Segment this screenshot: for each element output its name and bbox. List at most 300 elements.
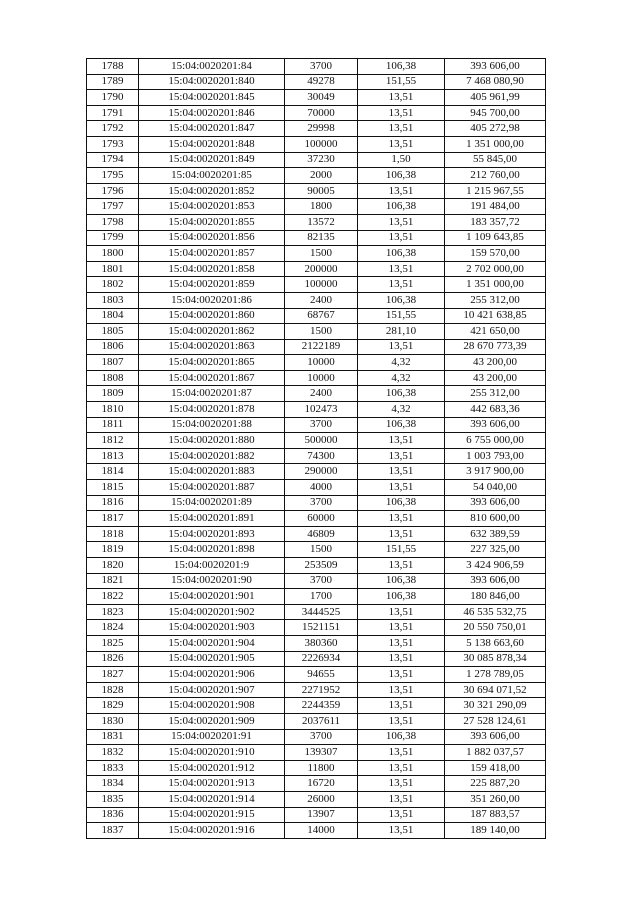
row-number-cell: 1837 — [87, 823, 139, 839]
value-cell: 1 351 000,00 — [445, 136, 546, 152]
row-number-cell: 1791 — [87, 105, 139, 121]
rate-cell: 13,51 — [358, 604, 445, 620]
rate-cell: 13,51 — [358, 105, 445, 121]
rate-cell: 106,38 — [358, 729, 445, 745]
cadastral-number-cell: 15:04:0020201:914 — [139, 791, 285, 807]
area-cell: 253509 — [285, 558, 358, 574]
cadastral-number-cell: 15:04:0020201:859 — [139, 277, 285, 293]
row-number-cell: 1797 — [87, 199, 139, 215]
table-row — [87, 448, 546, 464]
table-row — [87, 261, 546, 277]
table-row — [87, 417, 546, 433]
row-number-cell: 1824 — [87, 620, 139, 636]
value-cell: 1 215 967,55 — [445, 183, 546, 199]
table-row — [87, 651, 546, 667]
area-cell: 3700 — [285, 417, 358, 433]
table-row — [87, 807, 546, 823]
value-cell: 6 755 000,00 — [445, 433, 546, 449]
value-cell: 393 606,00 — [445, 729, 546, 745]
cadastral-number-cell: 15:04:0020201:893 — [139, 526, 285, 542]
rate-cell: 13,51 — [358, 214, 445, 230]
table-row — [87, 635, 546, 651]
rate-cell: 13,51 — [358, 277, 445, 293]
rate-cell: 13,51 — [358, 667, 445, 683]
row-number-cell: 1819 — [87, 542, 139, 558]
rate-cell: 13,51 — [358, 433, 445, 449]
row-number-cell: 1821 — [87, 573, 139, 589]
area-cell: 2400 — [285, 386, 358, 402]
rate-cell: 151,55 — [358, 74, 445, 90]
cadastral-number-cell: 15:04:0020201:902 — [139, 604, 285, 620]
rate-cell: 13,51 — [358, 682, 445, 698]
rate-cell: 13,51 — [358, 511, 445, 527]
area-cell: 1521151 — [285, 620, 358, 636]
table-row — [87, 199, 546, 215]
row-number-cell: 1818 — [87, 526, 139, 542]
table-row — [87, 558, 546, 574]
row-number-cell: 1796 — [87, 183, 139, 199]
cadastral-number-cell: 15:04:0020201:86 — [139, 292, 285, 308]
value-cell: 159 418,00 — [445, 760, 546, 776]
row-number-cell: 1828 — [87, 682, 139, 698]
value-cell: 393 606,00 — [445, 573, 546, 589]
rate-cell: 13,51 — [358, 183, 445, 199]
row-number-cell: 1805 — [87, 324, 139, 340]
area-cell: 1500 — [285, 542, 358, 558]
area-cell: 102473 — [285, 402, 358, 418]
table-row — [87, 402, 546, 418]
table-row — [87, 495, 546, 511]
value-cell: 393 606,00 — [445, 495, 546, 511]
table-row — [87, 823, 546, 839]
table-row — [87, 168, 546, 184]
row-number-cell: 1832 — [87, 745, 139, 761]
table-row — [87, 729, 546, 745]
row-number-cell: 1835 — [87, 791, 139, 807]
cadastral-number-cell: 15:04:0020201:840 — [139, 74, 285, 90]
value-cell: 3 424 906,59 — [445, 558, 546, 574]
value-cell: 10 421 638,85 — [445, 308, 546, 324]
value-cell: 55 845,00 — [445, 152, 546, 168]
rate-cell: 13,51 — [358, 558, 445, 574]
cadastral-number-cell: 15:04:0020201:855 — [139, 214, 285, 230]
rate-cell: 151,55 — [358, 308, 445, 324]
area-cell: 11800 — [285, 760, 358, 776]
row-number-cell: 1826 — [87, 651, 139, 667]
row-number-cell: 1801 — [87, 261, 139, 277]
value-cell: 180 846,00 — [445, 589, 546, 605]
row-number-cell: 1816 — [87, 495, 139, 511]
area-cell: 13572 — [285, 214, 358, 230]
table-row — [87, 589, 546, 605]
table-row — [87, 308, 546, 324]
table-row — [87, 214, 546, 230]
cadastral-number-cell: 15:04:0020201:887 — [139, 480, 285, 496]
row-number-cell: 1814 — [87, 464, 139, 480]
area-cell: 139307 — [285, 745, 358, 761]
cadastral-number-cell: 15:04:0020201:891 — [139, 511, 285, 527]
cadastral-number-cell: 15:04:0020201:878 — [139, 402, 285, 418]
rate-cell: 13,51 — [358, 807, 445, 823]
cadastral-number-cell: 15:04:0020201:880 — [139, 433, 285, 449]
rate-cell: 106,38 — [358, 495, 445, 511]
cadastral-number-cell: 15:04:0020201:905 — [139, 651, 285, 667]
table-row — [87, 682, 546, 698]
row-number-cell: 1820 — [87, 558, 139, 574]
cadastral-value-table — [86, 58, 546, 839]
row-number-cell: 1823 — [87, 604, 139, 620]
value-cell: 27 528 124,61 — [445, 713, 546, 729]
row-number-cell: 1802 — [87, 277, 139, 293]
rate-cell: 13,51 — [358, 464, 445, 480]
table-row — [87, 573, 546, 589]
cadastral-number-cell: 15:04:0020201:856 — [139, 230, 285, 246]
value-cell: 393 606,00 — [445, 59, 546, 75]
rate-cell: 4,32 — [358, 402, 445, 418]
value-cell: 393 606,00 — [445, 417, 546, 433]
cadastral-number-cell: 15:04:0020201:84 — [139, 59, 285, 75]
cadastral-number-cell: 15:04:0020201:852 — [139, 183, 285, 199]
row-number-cell: 1834 — [87, 776, 139, 792]
row-number-cell: 1831 — [87, 729, 139, 745]
area-cell: 10000 — [285, 370, 358, 386]
value-cell: 191 484,00 — [445, 199, 546, 215]
row-number-cell: 1793 — [87, 136, 139, 152]
rate-cell: 106,38 — [358, 417, 445, 433]
rate-cell: 4,32 — [358, 370, 445, 386]
cadastral-number-cell: 15:04:0020201:853 — [139, 199, 285, 215]
row-number-cell: 1836 — [87, 807, 139, 823]
rate-cell: 13,51 — [358, 776, 445, 792]
rate-cell: 106,38 — [358, 573, 445, 589]
value-cell: 46 535 532,75 — [445, 604, 546, 620]
cadastral-number-cell: 15:04:0020201:913 — [139, 776, 285, 792]
table-row — [87, 355, 546, 371]
value-cell: 187 883,57 — [445, 807, 546, 823]
area-cell: 2000 — [285, 168, 358, 184]
table-row — [87, 74, 546, 90]
table-row — [87, 246, 546, 262]
rate-cell: 13,51 — [358, 526, 445, 542]
table-row — [87, 105, 546, 121]
rate-cell: 1,50 — [358, 152, 445, 168]
row-number-cell: 1829 — [87, 698, 139, 714]
cadastral-number-cell: 15:04:0020201:849 — [139, 152, 285, 168]
value-cell: 1 351 000,00 — [445, 277, 546, 293]
cadastral-number-cell: 15:04:0020201:865 — [139, 355, 285, 371]
cadastral-number-cell: 15:04:0020201:847 — [139, 121, 285, 137]
row-number-cell: 1815 — [87, 480, 139, 496]
cadastral-number-cell: 15:04:0020201:90 — [139, 573, 285, 589]
cadastral-number-cell: 15:04:0020201:912 — [139, 760, 285, 776]
cadastral-number-cell: 15:04:0020201:845 — [139, 90, 285, 106]
area-cell: 500000 — [285, 433, 358, 449]
table-row — [87, 760, 546, 776]
rate-cell: 106,38 — [358, 59, 445, 75]
rate-cell: 106,38 — [358, 199, 445, 215]
rate-cell: 13,51 — [358, 261, 445, 277]
table-row — [87, 698, 546, 714]
cadastral-number-cell: 15:04:0020201:91 — [139, 729, 285, 745]
rate-cell: 106,38 — [358, 589, 445, 605]
area-cell: 2271952 — [285, 682, 358, 698]
value-cell: 20 550 750,01 — [445, 620, 546, 636]
cadastral-number-cell: 15:04:0020201:9 — [139, 558, 285, 574]
table-row — [87, 542, 546, 558]
value-cell: 159 570,00 — [445, 246, 546, 262]
table-row — [87, 776, 546, 792]
cadastral-number-cell: 15:04:0020201:903 — [139, 620, 285, 636]
rate-cell: 13,51 — [358, 448, 445, 464]
cadastral-number-cell: 15:04:0020201:904 — [139, 635, 285, 651]
rate-cell: 106,38 — [358, 386, 445, 402]
value-cell: 1 003 793,00 — [445, 448, 546, 464]
area-cell: 2400 — [285, 292, 358, 308]
row-number-cell: 1803 — [87, 292, 139, 308]
table-row — [87, 464, 546, 480]
area-cell: 290000 — [285, 464, 358, 480]
row-number-cell: 1808 — [87, 370, 139, 386]
rate-cell: 13,51 — [358, 791, 445, 807]
value-cell: 5 138 663,60 — [445, 635, 546, 651]
value-cell: 43 200,00 — [445, 355, 546, 371]
row-number-cell: 1804 — [87, 308, 139, 324]
table-row — [87, 480, 546, 496]
value-cell: 212 760,00 — [445, 168, 546, 184]
value-cell: 30 321 290,09 — [445, 698, 546, 714]
cadastral-number-cell: 15:04:0020201:915 — [139, 807, 285, 823]
rate-cell: 13,51 — [358, 136, 445, 152]
area-cell: 70000 — [285, 105, 358, 121]
table-row — [87, 121, 546, 137]
area-cell: 46809 — [285, 526, 358, 542]
area-cell: 14000 — [285, 823, 358, 839]
value-cell: 43 200,00 — [445, 370, 546, 386]
area-cell: 380360 — [285, 635, 358, 651]
rate-cell: 106,38 — [358, 292, 445, 308]
cadastral-number-cell: 15:04:0020201:901 — [139, 589, 285, 605]
cadastral-number-cell: 15:04:0020201:883 — [139, 464, 285, 480]
cadastral-number-cell: 15:04:0020201:882 — [139, 448, 285, 464]
cadastral-number-cell: 15:04:0020201:89 — [139, 495, 285, 511]
row-number-cell: 1795 — [87, 168, 139, 184]
area-cell: 37230 — [285, 152, 358, 168]
area-cell: 13907 — [285, 807, 358, 823]
cadastral-number-cell: 15:04:0020201:858 — [139, 261, 285, 277]
value-cell: 351 260,00 — [445, 791, 546, 807]
cadastral-number-cell: 15:04:0020201:846 — [139, 105, 285, 121]
cadastral-number-cell: 15:04:0020201:85 — [139, 168, 285, 184]
cadastral-number-cell: 15:04:0020201:87 — [139, 386, 285, 402]
rate-cell: 4,32 — [358, 355, 445, 371]
value-cell: 421 650,00 — [445, 324, 546, 340]
table-row — [87, 667, 546, 683]
cadastral-number-cell: 15:04:0020201:863 — [139, 339, 285, 355]
row-number-cell: 1813 — [87, 448, 139, 464]
cadastral-number-cell: 15:04:0020201:909 — [139, 713, 285, 729]
row-number-cell: 1789 — [87, 74, 139, 90]
rate-cell: 13,51 — [358, 698, 445, 714]
rate-cell: 281,10 — [358, 324, 445, 340]
row-number-cell: 1810 — [87, 402, 139, 418]
area-cell: 3700 — [285, 495, 358, 511]
area-cell: 1700 — [285, 589, 358, 605]
rate-cell: 13,51 — [358, 760, 445, 776]
area-cell: 94655 — [285, 667, 358, 683]
value-cell: 632 389,59 — [445, 526, 546, 542]
area-cell: 29998 — [285, 121, 358, 137]
value-cell: 2 702 000,00 — [445, 261, 546, 277]
cadastral-number-cell: 15:04:0020201:857 — [139, 246, 285, 262]
table-row — [87, 136, 546, 152]
value-cell: 183 357,72 — [445, 214, 546, 230]
rate-cell: 106,38 — [358, 168, 445, 184]
area-cell: 2122189 — [285, 339, 358, 355]
table-row — [87, 620, 546, 636]
cadastral-number-cell: 15:04:0020201:916 — [139, 823, 285, 839]
area-cell: 1500 — [285, 246, 358, 262]
area-cell: 4000 — [285, 480, 358, 496]
value-cell: 189 140,00 — [445, 823, 546, 839]
table-row — [87, 230, 546, 246]
table-row — [87, 90, 546, 106]
area-cell: 10000 — [285, 355, 358, 371]
table-row — [87, 59, 546, 75]
value-cell: 255 312,00 — [445, 386, 546, 402]
area-cell: 30049 — [285, 90, 358, 106]
cadastral-number-cell: 15:04:0020201:848 — [139, 136, 285, 152]
row-number-cell: 1817 — [87, 511, 139, 527]
cadastral-number-cell: 15:04:0020201:910 — [139, 745, 285, 761]
area-cell: 3444525 — [285, 604, 358, 620]
value-cell: 28 670 773,39 — [445, 339, 546, 355]
cadastral-number-cell: 15:04:0020201:908 — [139, 698, 285, 714]
area-cell: 1500 — [285, 324, 358, 340]
table-row — [87, 745, 546, 761]
rate-cell: 13,51 — [358, 823, 445, 839]
value-cell: 945 700,00 — [445, 105, 546, 121]
cadastral-number-cell: 15:04:0020201:862 — [139, 324, 285, 340]
area-cell: 3700 — [285, 573, 358, 589]
table-row — [87, 433, 546, 449]
row-number-cell: 1812 — [87, 433, 139, 449]
table-row — [87, 152, 546, 168]
rate-cell: 13,51 — [358, 651, 445, 667]
area-cell: 1800 — [285, 199, 358, 215]
area-cell: 200000 — [285, 261, 358, 277]
value-cell: 255 312,00 — [445, 292, 546, 308]
area-cell: 100000 — [285, 277, 358, 293]
table-row — [87, 791, 546, 807]
table-row — [87, 370, 546, 386]
value-cell: 810 600,00 — [445, 511, 546, 527]
area-cell: 90005 — [285, 183, 358, 199]
rate-cell: 13,51 — [358, 90, 445, 106]
cadastral-number-cell: 15:04:0020201:860 — [139, 308, 285, 324]
rate-cell: 13,51 — [358, 620, 445, 636]
value-cell: 225 887,20 — [445, 776, 546, 792]
row-number-cell: 1792 — [87, 121, 139, 137]
row-number-cell: 1798 — [87, 214, 139, 230]
table-row — [87, 604, 546, 620]
row-number-cell: 1809 — [87, 386, 139, 402]
row-number-cell: 1833 — [87, 760, 139, 776]
table-row — [87, 339, 546, 355]
cadastral-number-cell: 15:04:0020201:867 — [139, 370, 285, 386]
rate-cell: 106,38 — [358, 246, 445, 262]
row-number-cell: 1799 — [87, 230, 139, 246]
cadastral-number-cell: 15:04:0020201:907 — [139, 682, 285, 698]
area-cell: 2244359 — [285, 698, 358, 714]
area-cell: 2037611 — [285, 713, 358, 729]
rate-cell: 13,51 — [358, 635, 445, 651]
value-cell: 7 468 080,90 — [445, 74, 546, 90]
table-row — [87, 526, 546, 542]
row-number-cell: 1830 — [87, 713, 139, 729]
row-number-cell: 1822 — [87, 589, 139, 605]
table-row — [87, 511, 546, 527]
rate-cell: 13,51 — [358, 230, 445, 246]
row-number-cell: 1790 — [87, 90, 139, 106]
row-number-cell: 1806 — [87, 339, 139, 355]
table-row — [87, 386, 546, 402]
rate-cell: 13,51 — [358, 480, 445, 496]
row-number-cell: 1827 — [87, 667, 139, 683]
row-number-cell: 1794 — [87, 152, 139, 168]
row-number-cell: 1788 — [87, 59, 139, 75]
rate-cell: 13,51 — [358, 121, 445, 137]
value-cell: 442 683,36 — [445, 402, 546, 418]
value-cell: 1 109 643,85 — [445, 230, 546, 246]
table-row — [87, 183, 546, 199]
area-cell: 68767 — [285, 308, 358, 324]
area-cell: 3700 — [285, 59, 358, 75]
row-number-cell: 1825 — [87, 635, 139, 651]
table-row — [87, 713, 546, 729]
value-cell: 30 085 878,34 — [445, 651, 546, 667]
value-cell: 30 694 071,52 — [445, 682, 546, 698]
value-cell: 1 882 037,57 — [445, 745, 546, 761]
value-cell: 405 272,98 — [445, 121, 546, 137]
area-cell: 26000 — [285, 791, 358, 807]
value-cell: 405 961,99 — [445, 90, 546, 106]
cadastral-number-cell: 15:04:0020201:898 — [139, 542, 285, 558]
area-cell: 60000 — [285, 511, 358, 527]
area-cell: 82135 — [285, 230, 358, 246]
area-cell: 100000 — [285, 136, 358, 152]
table-body — [87, 59, 546, 839]
table-row — [87, 277, 546, 293]
row-number-cell: 1811 — [87, 417, 139, 433]
cadastral-number-cell: 15:04:0020201:88 — [139, 417, 285, 433]
value-cell: 1 278 789,05 — [445, 667, 546, 683]
area-cell: 3700 — [285, 729, 358, 745]
table-row — [87, 292, 546, 308]
rate-cell: 13,51 — [358, 745, 445, 761]
row-number-cell: 1807 — [87, 355, 139, 371]
area-cell: 74300 — [285, 448, 358, 464]
rate-cell: 151,55 — [358, 542, 445, 558]
table-row — [87, 324, 546, 340]
area-cell: 49278 — [285, 74, 358, 90]
rate-cell: 13,51 — [358, 339, 445, 355]
row-number-cell: 1800 — [87, 246, 139, 262]
area-cell: 2226934 — [285, 651, 358, 667]
area-cell: 16720 — [285, 776, 358, 792]
value-cell: 54 040,00 — [445, 480, 546, 496]
value-cell: 227 325,00 — [445, 542, 546, 558]
rate-cell: 13,51 — [358, 713, 445, 729]
